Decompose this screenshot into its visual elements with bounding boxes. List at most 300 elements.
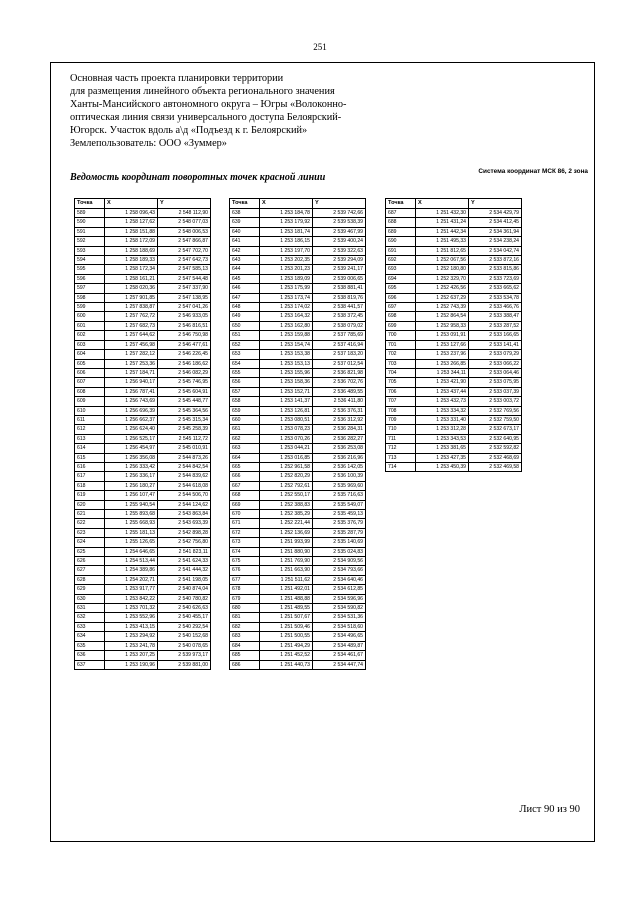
cell-point: 712 bbox=[386, 444, 416, 453]
cell-y: 2 539 241,17 bbox=[313, 265, 366, 274]
cell-y: 2 534 909,56 bbox=[313, 557, 366, 566]
cell-x: 1 258 127,62 bbox=[105, 218, 158, 227]
cell-point: 683 bbox=[230, 632, 260, 641]
cell-x: 1 253 842,22 bbox=[105, 594, 158, 603]
table-row bbox=[386, 425, 522, 434]
table-row bbox=[75, 425, 211, 434]
table-row bbox=[230, 575, 366, 584]
cell-y: 2 533 723,69 bbox=[469, 274, 522, 283]
header-line: Югорск. Участок вдоль а\д «Подъезд к г. Белоярский» bbox=[70, 125, 308, 136]
table-row bbox=[230, 444, 366, 453]
cell-point: 668 bbox=[230, 491, 260, 500]
table-row bbox=[75, 622, 211, 631]
table-row bbox=[386, 227, 522, 236]
cell-x: 1 255 668,93 bbox=[105, 519, 158, 528]
cell-x: 1 253 241,78 bbox=[105, 641, 158, 650]
table-row bbox=[75, 237, 211, 246]
cell-y: 2 537 416,94 bbox=[313, 340, 366, 349]
cell-point: 656 bbox=[230, 378, 260, 387]
cell-y: 2 547 337,90 bbox=[158, 284, 211, 293]
cell-x: 1 258 096,43 bbox=[105, 209, 158, 218]
column-header-point: Точка bbox=[75, 199, 105, 209]
cell-point: 652 bbox=[230, 340, 260, 349]
table-row bbox=[230, 641, 366, 650]
cell-x: 1 253 154,74 bbox=[260, 340, 313, 349]
cell-point: 714 bbox=[386, 462, 416, 471]
column-header-x: X bbox=[260, 199, 313, 209]
table-row bbox=[230, 519, 366, 528]
table-row bbox=[230, 472, 366, 481]
cell-point: 605 bbox=[75, 359, 105, 368]
table-row bbox=[75, 566, 211, 575]
table-row bbox=[230, 209, 366, 218]
cell-x: 1 255 893,68 bbox=[105, 510, 158, 519]
cell-y: 2 546 477,61 bbox=[158, 340, 211, 349]
cell-x: 1 255 181,13 bbox=[105, 528, 158, 537]
cell-x: 1 251 452,52 bbox=[260, 651, 313, 660]
cell-point: 602 bbox=[75, 331, 105, 340]
cell-point: 674 bbox=[230, 547, 260, 556]
table-row bbox=[75, 575, 211, 584]
table-row bbox=[230, 237, 366, 246]
cell-point: 622 bbox=[75, 519, 105, 528]
table-row bbox=[75, 246, 211, 255]
cell-y: 2 541 624,33 bbox=[158, 557, 211, 566]
cell-y: 2 545 258,39 bbox=[158, 425, 211, 434]
table-row bbox=[75, 284, 211, 293]
cell-point: 631 bbox=[75, 604, 105, 613]
table-row bbox=[75, 434, 211, 443]
cell-point: 593 bbox=[75, 246, 105, 255]
cell-x: 1 252 958,33 bbox=[416, 321, 469, 330]
cell-y: 2 539 742,66 bbox=[313, 209, 366, 218]
table-row bbox=[386, 387, 522, 396]
table-row bbox=[230, 434, 366, 443]
cell-point: 705 bbox=[386, 378, 416, 387]
cell-x: 1 258 161,21 bbox=[105, 274, 158, 283]
cell-y: 2 546 082,29 bbox=[158, 368, 211, 377]
cell-x: 1 251 492,01 bbox=[260, 585, 313, 594]
cell-x: 1 251 500,55 bbox=[260, 632, 313, 641]
cell-point: 658 bbox=[230, 397, 260, 406]
cell-point: 697 bbox=[386, 303, 416, 312]
cell-point: 688 bbox=[386, 218, 416, 227]
table-row bbox=[75, 510, 211, 519]
cell-y: 2 540 292,54 bbox=[158, 622, 211, 631]
table-row bbox=[386, 434, 522, 443]
cell-y: 2 541 198,05 bbox=[158, 575, 211, 584]
page-number: 251 bbox=[313, 42, 327, 52]
table-row bbox=[386, 274, 522, 283]
cell-x: 1 251 993,99 bbox=[260, 538, 313, 547]
cell-y: 2 545 604,91 bbox=[158, 387, 211, 396]
cell-x: 1 258 172,09 bbox=[105, 237, 158, 246]
cell-x: 1 256 333,42 bbox=[105, 462, 158, 471]
cell-point: 677 bbox=[230, 575, 260, 584]
cell-point: 681 bbox=[230, 613, 260, 622]
cell-y: 2 544 124,62 bbox=[158, 500, 211, 509]
cell-x: 1 257 901,85 bbox=[105, 293, 158, 302]
cell-point: 619 bbox=[75, 491, 105, 500]
table-row bbox=[75, 547, 211, 556]
cell-point: 598 bbox=[75, 293, 105, 302]
cell-y: 2 535 549,07 bbox=[313, 500, 366, 509]
table-row bbox=[75, 632, 211, 641]
table-row bbox=[230, 585, 366, 594]
cell-y: 2 540 874,04 bbox=[158, 585, 211, 594]
cell-y: 2 533 075,95 bbox=[469, 378, 522, 387]
cell-y: 2 547 642,73 bbox=[158, 256, 211, 265]
cell-x: 1 251 432,30 bbox=[416, 209, 469, 218]
cell-x: 1 256 107,47 bbox=[105, 491, 158, 500]
cell-x: 1 251 494,29 bbox=[260, 641, 313, 650]
table-row bbox=[75, 274, 211, 283]
cell-y: 2 533 872,16 bbox=[469, 256, 522, 265]
cell-y: 2 536 702,76 bbox=[313, 378, 366, 387]
cell-y: 2 532 592,82 bbox=[469, 444, 522, 453]
cell-point: 632 bbox=[75, 613, 105, 622]
cell-y: 2 537 183,20 bbox=[313, 350, 366, 359]
cell-point: 609 bbox=[75, 397, 105, 406]
cell-y: 2 536 216,96 bbox=[313, 453, 366, 462]
cell-y: 2 547 702,70 bbox=[158, 246, 211, 255]
table-row bbox=[386, 237, 522, 246]
cell-x: 1 253 917,77 bbox=[105, 585, 158, 594]
table-row bbox=[75, 538, 211, 547]
cell-point: 617 bbox=[75, 472, 105, 481]
cell-point: 672 bbox=[230, 528, 260, 537]
cell-y: 2 546 226,45 bbox=[158, 350, 211, 359]
header-line: Землепользователь: ООО «Зуммер» bbox=[70, 138, 227, 149]
table-row bbox=[230, 256, 366, 265]
table-row bbox=[75, 218, 211, 227]
cell-x: 1 253 152,71 bbox=[260, 387, 313, 396]
cell-x: 1 256 525,17 bbox=[105, 434, 158, 443]
cell-x: 1 252 426,56 bbox=[416, 284, 469, 293]
table-row bbox=[75, 378, 211, 387]
table-row bbox=[386, 209, 522, 218]
cell-point: 675 bbox=[230, 557, 260, 566]
cell-point: 687 bbox=[386, 209, 416, 218]
cell-y: 2 536 376,31 bbox=[313, 406, 366, 415]
cell-y: 2 534 518,60 bbox=[313, 622, 366, 631]
cell-x: 1 253 344,11 bbox=[416, 368, 469, 377]
cell-y: 2 540 455,17 bbox=[158, 613, 211, 622]
cell-point: 696 bbox=[386, 293, 416, 302]
cell-point: 610 bbox=[75, 406, 105, 415]
cell-y: 2 546 933,05 bbox=[158, 312, 211, 321]
table-row bbox=[386, 293, 522, 302]
table-row bbox=[75, 331, 211, 340]
cell-point: 708 bbox=[386, 406, 416, 415]
cell-point: 629 bbox=[75, 585, 105, 594]
table-row bbox=[386, 312, 522, 321]
cell-y: 2 532 769,56 bbox=[469, 406, 522, 415]
cell-x: 1 252 792,61 bbox=[260, 481, 313, 490]
cell-x: 1 254 646,65 bbox=[105, 547, 158, 556]
cell-point: 597 bbox=[75, 284, 105, 293]
header-line: оптическая линия связи универсального доступа Белоярский- bbox=[70, 112, 342, 123]
cell-y: 2 532 640,95 bbox=[469, 434, 522, 443]
cell-x: 1 252 961,58 bbox=[260, 462, 313, 471]
cell-y: 2 539 881,00 bbox=[158, 660, 211, 669]
column-header-x: X bbox=[416, 199, 469, 209]
cell-point: 657 bbox=[230, 387, 260, 396]
cell-x: 1 251 880,90 bbox=[260, 547, 313, 556]
cell-y: 2 539 322,63 bbox=[313, 246, 366, 255]
cell-y: 2 543 863,84 bbox=[158, 510, 211, 519]
table-row bbox=[386, 246, 522, 255]
cell-y: 2 545 112,72 bbox=[158, 434, 211, 443]
cell-point: 659 bbox=[230, 406, 260, 415]
header-line: Ханты-Мансийского автономного округа – Югры «Волоконно- bbox=[70, 99, 347, 110]
table-row bbox=[230, 340, 366, 349]
cell-point: 603 bbox=[75, 340, 105, 349]
cell-x: 1 252 329,70 bbox=[416, 274, 469, 283]
cell-y: 2 540 626,63 bbox=[158, 604, 211, 613]
cell-point: 612 bbox=[75, 425, 105, 434]
cell-x: 1 257 282,12 bbox=[105, 350, 158, 359]
cell-x: 1 253 080,51 bbox=[260, 415, 313, 424]
cell-y: 2 536 489,55 bbox=[313, 387, 366, 396]
cell-point: 637 bbox=[75, 660, 105, 669]
cell-x: 1 252 221,44 bbox=[260, 519, 313, 528]
cell-point: 686 bbox=[230, 660, 260, 669]
table-row bbox=[230, 387, 366, 396]
cell-y: 2 535 716,63 bbox=[313, 491, 366, 500]
table-row bbox=[75, 312, 211, 321]
cell-point: 663 bbox=[230, 444, 260, 453]
table-row bbox=[75, 227, 211, 236]
header-line: для размещения линейного объекта регионального значения bbox=[70, 86, 335, 97]
cell-point: 680 bbox=[230, 604, 260, 613]
cell-x: 1 253 343,53 bbox=[416, 434, 469, 443]
cell-y: 2 542 756,80 bbox=[158, 538, 211, 547]
cell-x: 1 258 151,88 bbox=[105, 227, 158, 236]
table-row bbox=[230, 462, 366, 471]
cell-y: 2 543 693,39 bbox=[158, 519, 211, 528]
coordinates-table-3 bbox=[385, 198, 522, 472]
cell-point: 625 bbox=[75, 547, 105, 556]
table-row bbox=[230, 651, 366, 660]
table-row bbox=[75, 481, 211, 490]
cell-x: 1 253 016,85 bbox=[260, 453, 313, 462]
cell-point: 670 bbox=[230, 510, 260, 519]
column-header-point: Точка bbox=[386, 199, 416, 209]
cell-y: 2 536 142,05 bbox=[313, 462, 366, 471]
table-row bbox=[230, 566, 366, 575]
cell-point: 613 bbox=[75, 434, 105, 443]
cell-y: 2 535 376,79 bbox=[313, 519, 366, 528]
cell-y: 2 534 489,87 bbox=[313, 641, 366, 650]
cell-x: 1 252 743,39 bbox=[416, 303, 469, 312]
table-row bbox=[75, 557, 211, 566]
cell-point: 594 bbox=[75, 256, 105, 265]
cell-point: 596 bbox=[75, 274, 105, 283]
cell-point: 638 bbox=[230, 209, 260, 218]
cell-x: 1 253 155,96 bbox=[260, 368, 313, 377]
table-row bbox=[230, 293, 366, 302]
coordinate-system-label: Система координат МСК 86, 2 зона bbox=[478, 168, 588, 175]
table-row bbox=[230, 415, 366, 424]
cell-x: 1 251 495,33 bbox=[416, 237, 469, 246]
cell-x: 1 253 427,35 bbox=[416, 453, 469, 462]
cell-x: 1 253 162,80 bbox=[260, 321, 313, 330]
table-row bbox=[75, 256, 211, 265]
cell-point: 648 bbox=[230, 303, 260, 312]
cell-y: 2 535 287,79 bbox=[313, 528, 366, 537]
cell-y: 2 539 400,24 bbox=[313, 237, 366, 246]
table-row bbox=[75, 594, 211, 603]
cell-point: 682 bbox=[230, 622, 260, 631]
cell-x: 1 253 127,66 bbox=[416, 340, 469, 349]
cell-y: 2 547 138,95 bbox=[158, 293, 211, 302]
cell-y: 2 538 079,02 bbox=[313, 321, 366, 330]
cell-y: 2 534 361,94 bbox=[469, 227, 522, 236]
table-row bbox=[75, 500, 211, 509]
cell-x: 1 257 838,87 bbox=[105, 303, 158, 312]
cell-point: 661 bbox=[230, 425, 260, 434]
cell-y: 2 536 312,92 bbox=[313, 415, 366, 424]
cell-y: 2 533 534,78 bbox=[469, 293, 522, 302]
table-row bbox=[230, 510, 366, 519]
cell-point: 698 bbox=[386, 312, 416, 321]
cell-y: 2 537 012,54 bbox=[313, 359, 366, 368]
cell-x: 1 253 153,38 bbox=[260, 350, 313, 359]
table-row bbox=[386, 368, 522, 377]
cell-point: 711 bbox=[386, 434, 416, 443]
cell-y: 2 545 364,56 bbox=[158, 406, 211, 415]
cell-x: 1 253 175,99 bbox=[260, 284, 313, 293]
cell-y: 2 539 006,65 bbox=[313, 274, 366, 283]
cell-point: 623 bbox=[75, 528, 105, 537]
cell-point: 644 bbox=[230, 265, 260, 274]
cell-point: 616 bbox=[75, 462, 105, 471]
table-row bbox=[75, 519, 211, 528]
cell-x: 1 252 136,69 bbox=[260, 528, 313, 537]
cell-point: 649 bbox=[230, 312, 260, 321]
table-row bbox=[230, 547, 366, 556]
cell-x: 1 256 787,41 bbox=[105, 387, 158, 396]
table-row bbox=[75, 303, 211, 312]
cell-x: 1 254 513,44 bbox=[105, 557, 158, 566]
cell-point: 620 bbox=[75, 500, 105, 509]
table-row bbox=[75, 641, 211, 650]
cell-x: 1 253 091,91 bbox=[416, 331, 469, 340]
table-row bbox=[230, 528, 366, 537]
cell-point: 692 bbox=[386, 256, 416, 265]
cell-x: 1 253 294,92 bbox=[105, 632, 158, 641]
cell-x: 1 253 432,73 bbox=[416, 397, 469, 406]
cell-y: 2 534 640,46 bbox=[313, 575, 366, 584]
cell-x: 1 252 637,29 bbox=[416, 293, 469, 302]
table-row bbox=[230, 594, 366, 603]
cell-point: 701 bbox=[386, 340, 416, 349]
cell-point: 685 bbox=[230, 651, 260, 660]
cell-y: 2 533 466,76 bbox=[469, 303, 522, 312]
cell-x: 1 253 381,65 bbox=[416, 444, 469, 453]
cell-x: 1 252 820,29 bbox=[260, 472, 313, 481]
cell-x: 1 251 440,73 bbox=[260, 660, 313, 669]
cell-x: 1 251 431,24 bbox=[416, 218, 469, 227]
cell-point: 700 bbox=[386, 331, 416, 340]
table-row bbox=[230, 246, 366, 255]
cell-y: 2 539 294,09 bbox=[313, 256, 366, 265]
table-row bbox=[230, 321, 366, 330]
cell-point: 665 bbox=[230, 462, 260, 471]
table-row bbox=[386, 462, 522, 471]
cell-point: 628 bbox=[75, 575, 105, 584]
table-row bbox=[386, 331, 522, 340]
cell-y: 2 533 141,41 bbox=[469, 340, 522, 349]
cell-y: 2 544 839,62 bbox=[158, 472, 211, 481]
table-row bbox=[75, 340, 211, 349]
table-row bbox=[230, 604, 366, 613]
table-row bbox=[75, 406, 211, 415]
cell-x: 1 258 189,33 bbox=[105, 256, 158, 265]
cell-y: 2 540 078,65 bbox=[158, 641, 211, 650]
table-row bbox=[386, 321, 522, 330]
cell-x: 1 253 552,96 bbox=[105, 613, 158, 622]
table-row bbox=[75, 585, 211, 594]
cell-point: 608 bbox=[75, 387, 105, 396]
cell-y: 2 536 821,98 bbox=[313, 368, 366, 377]
cell-y: 2 539 467,99 bbox=[313, 227, 366, 236]
cell-point: 710 bbox=[386, 425, 416, 434]
cell-y: 2 535 459,13 bbox=[313, 510, 366, 519]
cell-x: 1 253 237,96 bbox=[416, 350, 469, 359]
cell-point: 690 bbox=[386, 237, 416, 246]
cell-x: 1 253 078,23 bbox=[260, 425, 313, 434]
cell-y: 2 534 590,82 bbox=[313, 604, 366, 613]
table-row bbox=[230, 218, 366, 227]
table-row bbox=[230, 265, 366, 274]
cell-point: 703 bbox=[386, 359, 416, 368]
table-row bbox=[230, 284, 366, 293]
cell-x: 1 253 179,92 bbox=[260, 218, 313, 227]
table-row bbox=[75, 359, 211, 368]
cell-x: 1 255 940,54 bbox=[105, 500, 158, 509]
cell-y: 2 533 166,65 bbox=[469, 331, 522, 340]
cell-x: 1 253 184,78 bbox=[260, 209, 313, 218]
cell-point: 635 bbox=[75, 641, 105, 650]
cell-y: 2 534 429,79 bbox=[469, 209, 522, 218]
cell-point: 624 bbox=[75, 538, 105, 547]
column-header-y: Y bbox=[313, 199, 366, 209]
cell-x: 1 253 186,15 bbox=[260, 237, 313, 246]
cell-point: 589 bbox=[75, 209, 105, 218]
column-header-x: X bbox=[105, 199, 158, 209]
table-row bbox=[386, 453, 522, 462]
cell-point: 645 bbox=[230, 274, 260, 283]
cell-y: 2 538 441,57 bbox=[313, 303, 366, 312]
cell-y: 2 532 468,69 bbox=[469, 453, 522, 462]
cell-point: 678 bbox=[230, 585, 260, 594]
cell-x: 1 253 312,28 bbox=[416, 425, 469, 434]
table-title: Ведомость координат поворотных точек красной линии bbox=[70, 172, 326, 183]
cell-y: 2 534 238,24 bbox=[469, 237, 522, 246]
cell-point: 611 bbox=[75, 415, 105, 424]
cell-y: 2 533 079,29 bbox=[469, 350, 522, 359]
cell-y: 2 534 447,74 bbox=[313, 660, 366, 669]
cell-point: 647 bbox=[230, 293, 260, 302]
cell-x: 1 257 762,72 bbox=[105, 312, 158, 321]
cell-point: 615 bbox=[75, 453, 105, 462]
cell-y: 2 545 448,77 bbox=[158, 397, 211, 406]
table-row bbox=[230, 538, 366, 547]
table-row bbox=[230, 350, 366, 359]
cell-point: 693 bbox=[386, 265, 416, 274]
